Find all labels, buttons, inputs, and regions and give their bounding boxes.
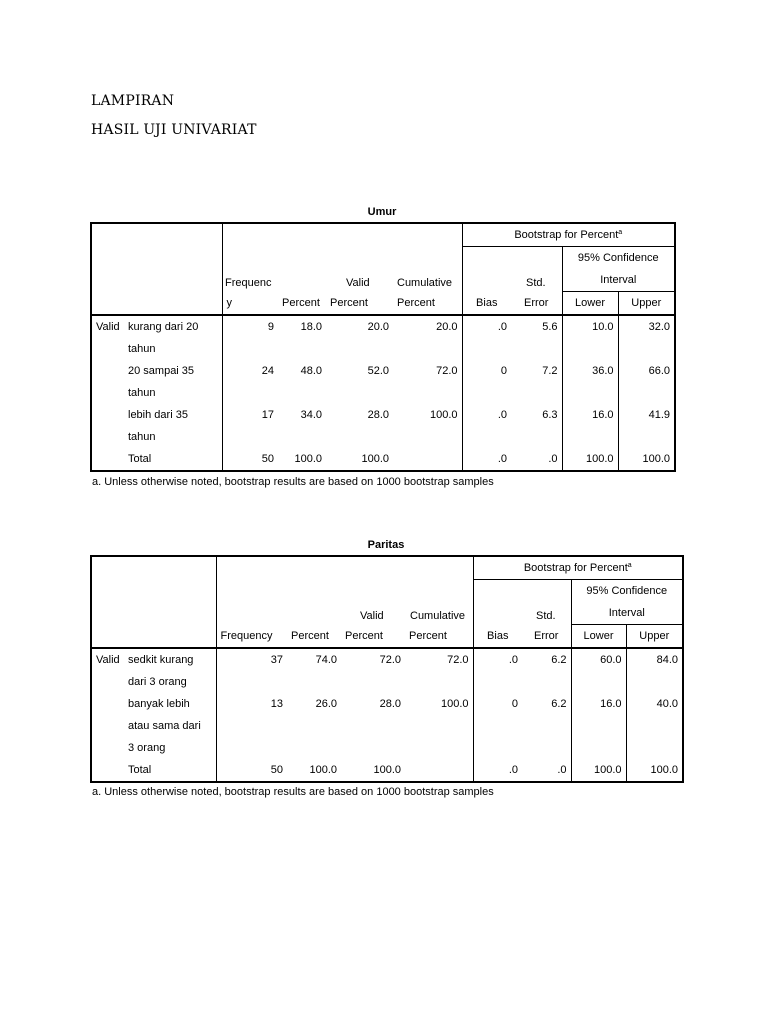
col-bias: Bias	[462, 292, 511, 315]
col-valid-line1: Valid	[346, 277, 370, 289]
row-group-label: Valid	[91, 648, 124, 671]
table-paritas: Bootstrap for Percent$^a$ 95% Confidence Interval Frequency Percent Percent Percent Bias Error Lower Upper Valid sedkit kurang 37 74.0 72.0 72.0 .0 6.2 60.0 84.0 dari 3 orang banyak lebih 13 26.0 28.0 100.0 0 6.2 16.0 40.0 atau sama dari 3 orang Total 50 100.0 100.0 .0 .0 100.0 100.0	[90, 555, 684, 783]
col-upper: Upper	[626, 625, 683, 649]
document-heading-lampiran: LAMPIRAN	[91, 93, 175, 109]
col-std-line1: Std.	[536, 610, 556, 622]
table-row: Valid sedkit kurang 37 74.0 72.0 72.0 .0 6.2 60.0 84.0	[91, 648, 683, 671]
table-paritas-footnote: a. Unless otherwise noted, bootstrap results are based on 1000 bootstrap samples	[92, 786, 494, 798]
bootstrap-header: Bootstrap for Percent$^a$	[473, 556, 683, 580]
table-umur: Bootstrap for Percent$^a$ 95% Confidence Interval y Percent Percent Percent Bias Error Lower Upper Valid kurang dari 20 9 18.0 20.0 20.0 .0 5.6 10.0 32.0 tahun 20 sampai 35 24 48.0 52.0 72.0 0 7.2 36.0 66.0 tahun lebih dari 35 17 34.0 28.0 100.0 .0 6.3 16.0 41.9 tahun Total 50 100.0 100.0 .0 .0 100.0 100.0	[90, 222, 676, 472]
col-cumulative-percent: Percent	[393, 292, 462, 315]
table-row: 20 sampai 35 24 48.0 52.0 72.0 0 7.2 36.0 66.0	[91, 360, 675, 382]
table-row-total: Total 50 100.0 100.0 .0 .0 100.0 100.0	[91, 759, 683, 782]
col-std-line1: Std.	[526, 277, 546, 289]
col-valid-line1: Valid	[360, 610, 384, 622]
col-std-error: Error	[511, 292, 562, 315]
col-valid-percent: Percent	[326, 292, 393, 315]
document-heading-hasil-uji: HASIL UJI UNIVARIAT	[91, 122, 257, 138]
table-umur-title: Umur	[367, 206, 397, 218]
table-row: lebih dari 35 17 34.0 28.0 100.0 .0 6.3 16.0 41.9	[91, 404, 675, 426]
col-valid-percent: Percent	[341, 625, 405, 649]
table-paritas-title: Paritas	[367, 539, 405, 551]
ci-header: 95% Confidence	[571, 580, 683, 603]
col-frequency: Frequency	[216, 625, 287, 649]
table-umur-corner	[91, 223, 222, 292]
table-row-total: Total 50 100.0 100.0 .0 .0 100.0 100.0	[91, 448, 675, 471]
bootstrap-header: Bootstrap for Percent$^a$	[462, 223, 675, 247]
table-umur-footnote: a. Unless otherwise noted, bootstrap results are based on 1000 bootstrap samples	[92, 476, 494, 488]
col-frequency-line1: Frequenc	[225, 277, 272, 289]
col-cumulative-percent: Percent	[405, 625, 473, 649]
table-row: Valid kurang dari 20 9 18.0 20.0 20.0 .0 5.6 10.0 32.0	[91, 315, 675, 338]
col-std-error: Error	[522, 625, 571, 649]
table-paritas-corner	[91, 556, 216, 625]
col-bias: Bias	[473, 625, 522, 649]
col-percent: Percent	[278, 292, 326, 315]
ci-header: 95% Confidence	[562, 247, 675, 270]
col-cumulative-line1: Cumulative	[397, 277, 453, 289]
col-upper: Upper	[618, 292, 675, 315]
col-cumulative-line1: Cumulative	[410, 610, 466, 622]
col-lower: Lower	[571, 625, 626, 649]
col-percent: Percent	[287, 625, 341, 649]
table-row: banyak lebih 13 26.0 28.0 100.0 0 6.2 16.0 40.0	[91, 693, 683, 715]
row-group-label: Valid	[91, 315, 124, 338]
col-lower: Lower	[562, 292, 618, 315]
col-frequency: y	[222, 292, 278, 315]
